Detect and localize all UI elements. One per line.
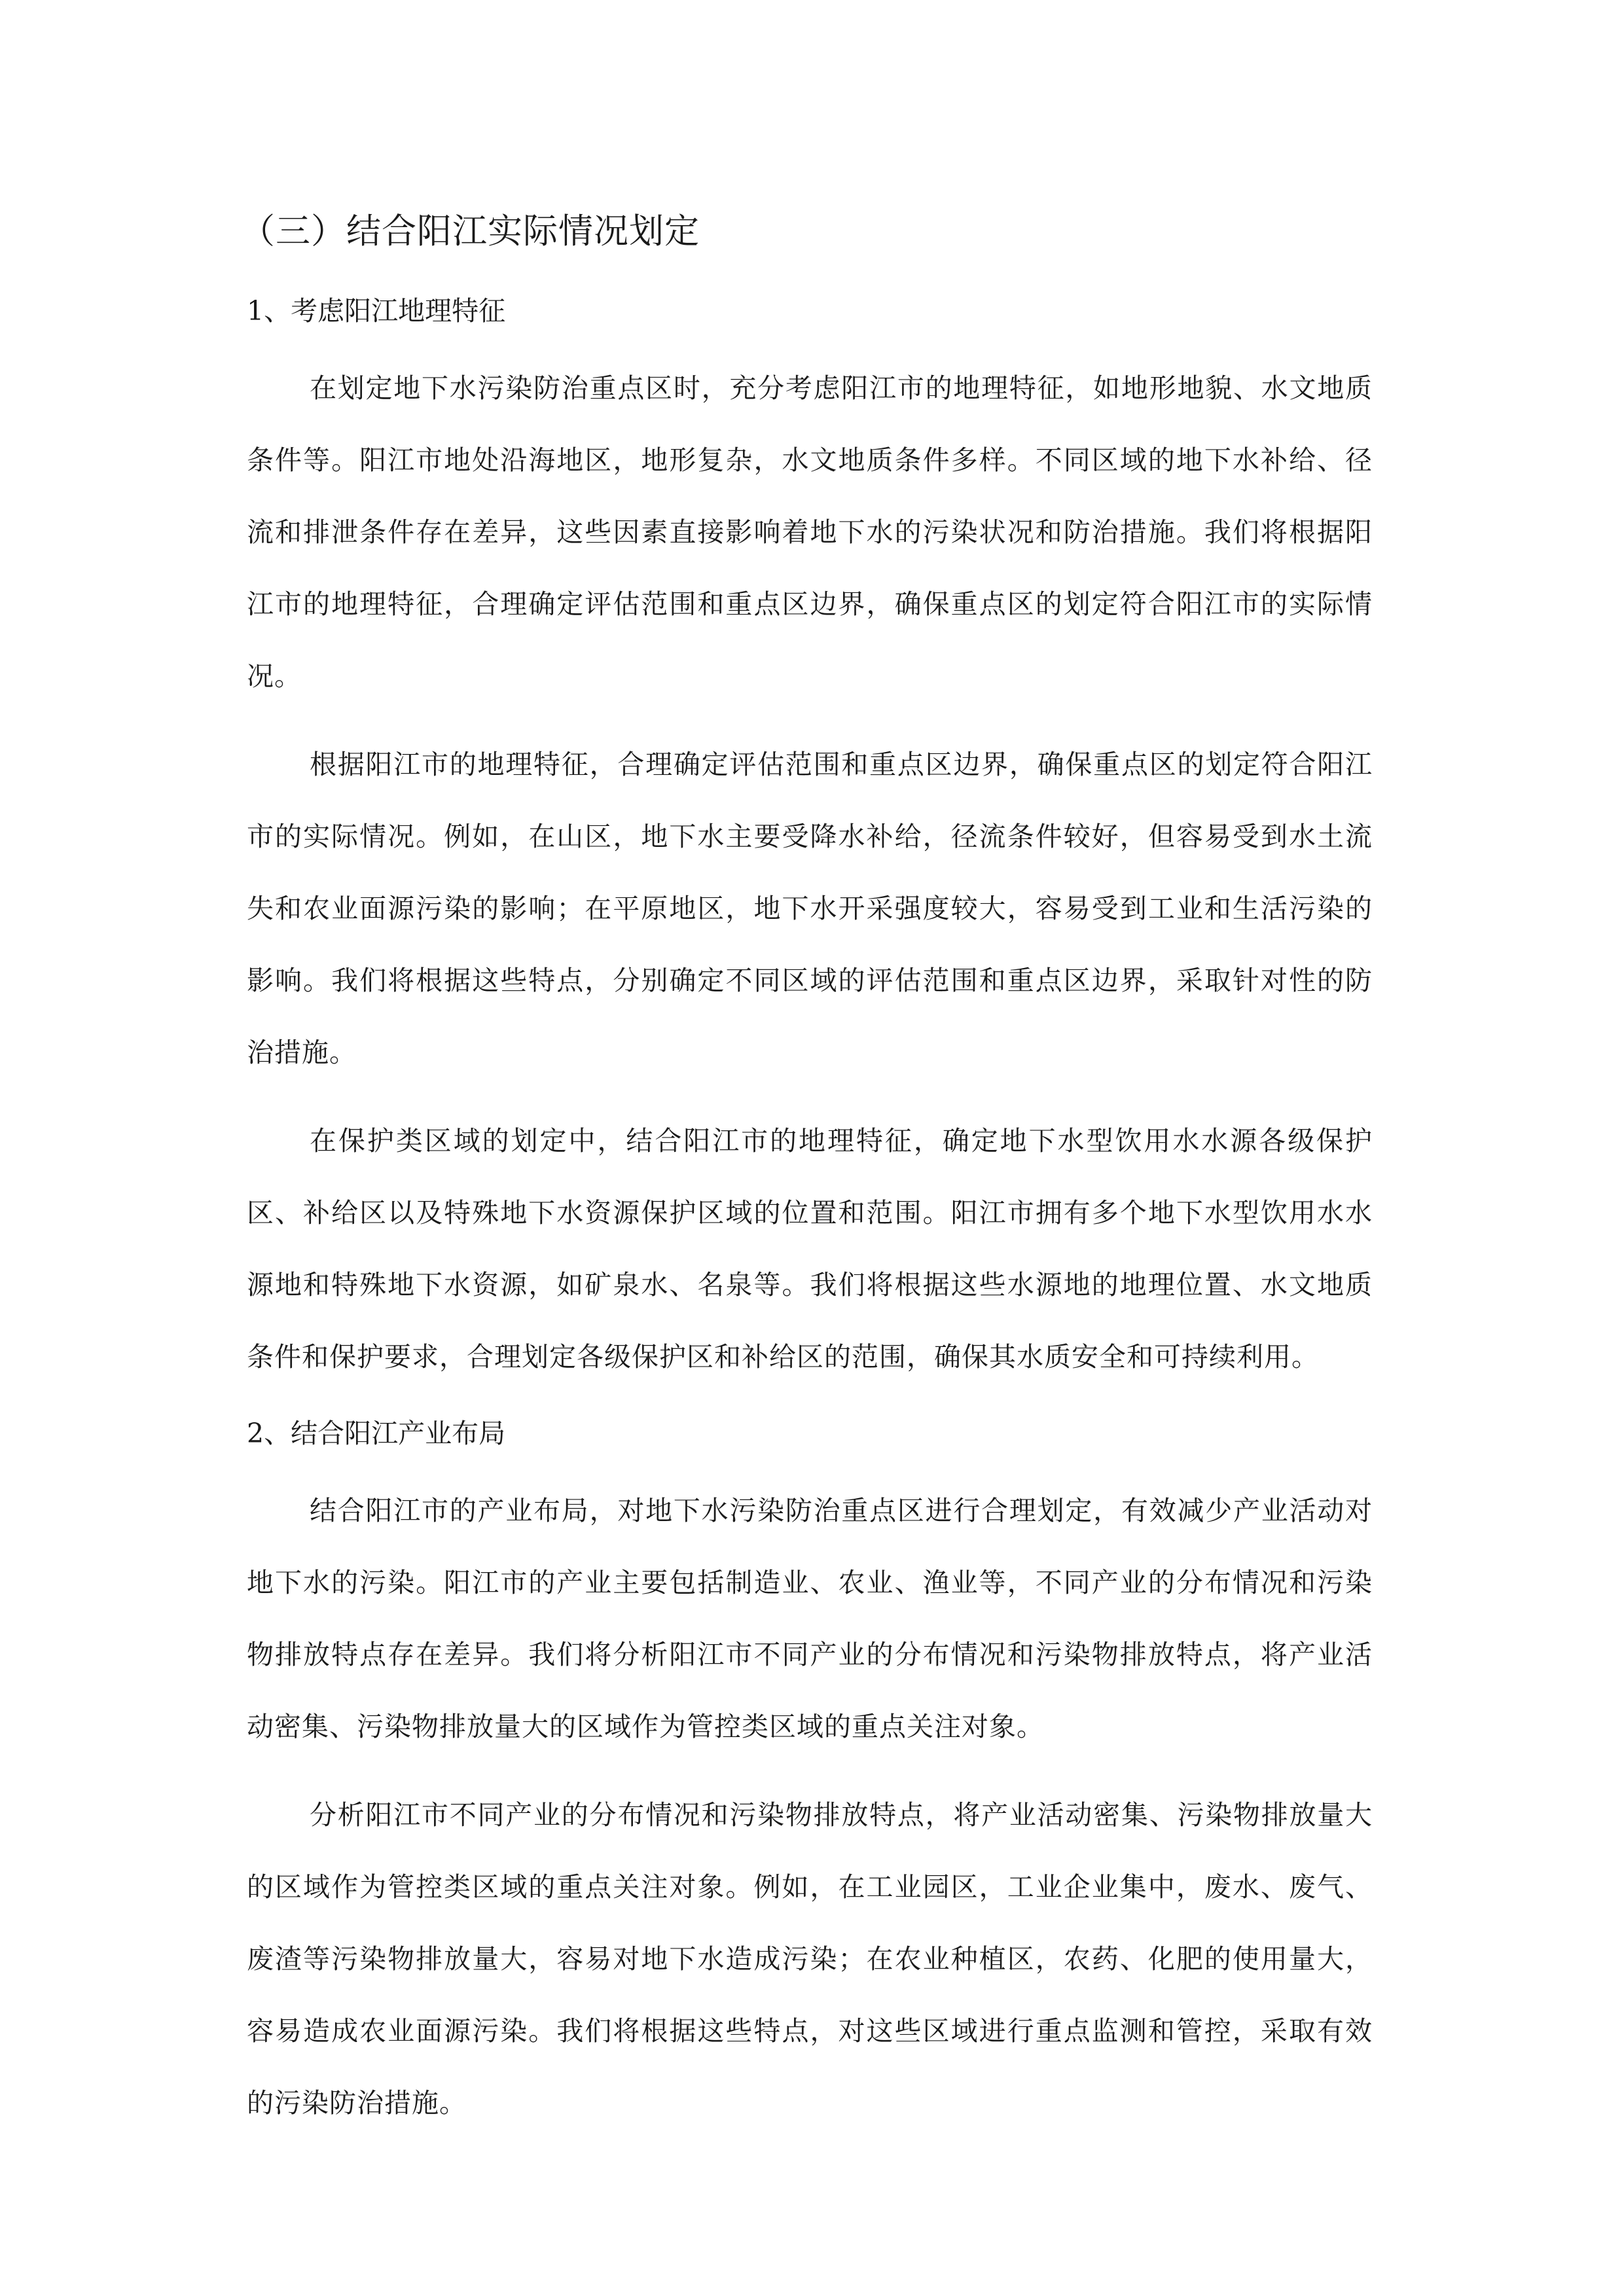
section-title: （三）结合阳江实际情况划定 [240,211,700,251]
subheading-geography: 1、考虑阳江地理特征 [247,295,506,327]
paragraph-geography-3: 在保护类区域的划定中，结合阳江市的地理特征，确定地下水型饮用水水源各级保护区、补给区以及特殊地下水资源保护区域的位置和范围。阳江市拥有多个地下水型饮用水水源地和特殊地下水资源，如矿泉水、名泉等。我们将根据这些水源地的地理位置、水文地质条件和保护要求，合理划定各级保护区和补给区的范围，确保其水质安全和可持续利用。 [247,1125,1373,1372]
paragraph-geography-2: 根据阳江市的地理特征，合理确定评估范围和重点区边界，确保重点区的划定符合阳江市的实际情况。例如，在山区，地下水主要受降水补给，径流条件较好，但容易受到水土流失和农业面源污染的影响；在平原地区，地下水开采强度较大，容易受到工业和生活污染的影响。我们将根据这些特点，分别确定不同区域的评估范围和重点区边界，采取针对性的防治措施。 [247,749,1373,1068]
subheading-industry: 2、结合阳江产业布局 [247,1418,506,1449]
paragraph-industry-2: 分析阳江市不同产业的分布情况和污染物排放特点，将产业活动密集、污染物排放量大的区域作为管控类区域的重点关注对象。例如，在工业园区，工业企业集中，废水、废气、废渣等污染物排放量大，容易对地下水造成污染；在农业种植区，农药、化肥的使用量大，容易造成农业面源污染。我们将根据这些特点，对这些区域进行重点监测和管控，采取有效的污染防治措施。 [247,1799,1373,2119]
paragraph-industry-1: 结合阳江市的产业布局，对地下水污染防治重点区进行合理划定，有效减少产业活动对地下水的污染。阳江市的产业主要包括制造业、农业、渔业等，不同产业的分布情况和污染物排放特点存在差异。我们将分析阳江市不同产业的分布情况和污染物排放特点，将产业活动密集、污染物排放量大的区域作为管控类区域的重点关注对象。 [247,1495,1373,1742]
document-page [240,208,1373,2155]
paragraph-geography-1: 在划定地下水污染防治重点区时，充分考虑阳江市的地理特征，如地形地貌、水文地质条件等。阳江市地处沿海地区，地形复杂，水文地质条件多样。不同区域的地下水补给、径流和排泄条件存在差异，这些因素直接影响着地下水的污染状况和防治措施。我们将根据阳江市的地理特征，合理确定评估范围和重点区边界，确保重点区的划定符合阳江市的实际情况。 [247,372,1373,692]
